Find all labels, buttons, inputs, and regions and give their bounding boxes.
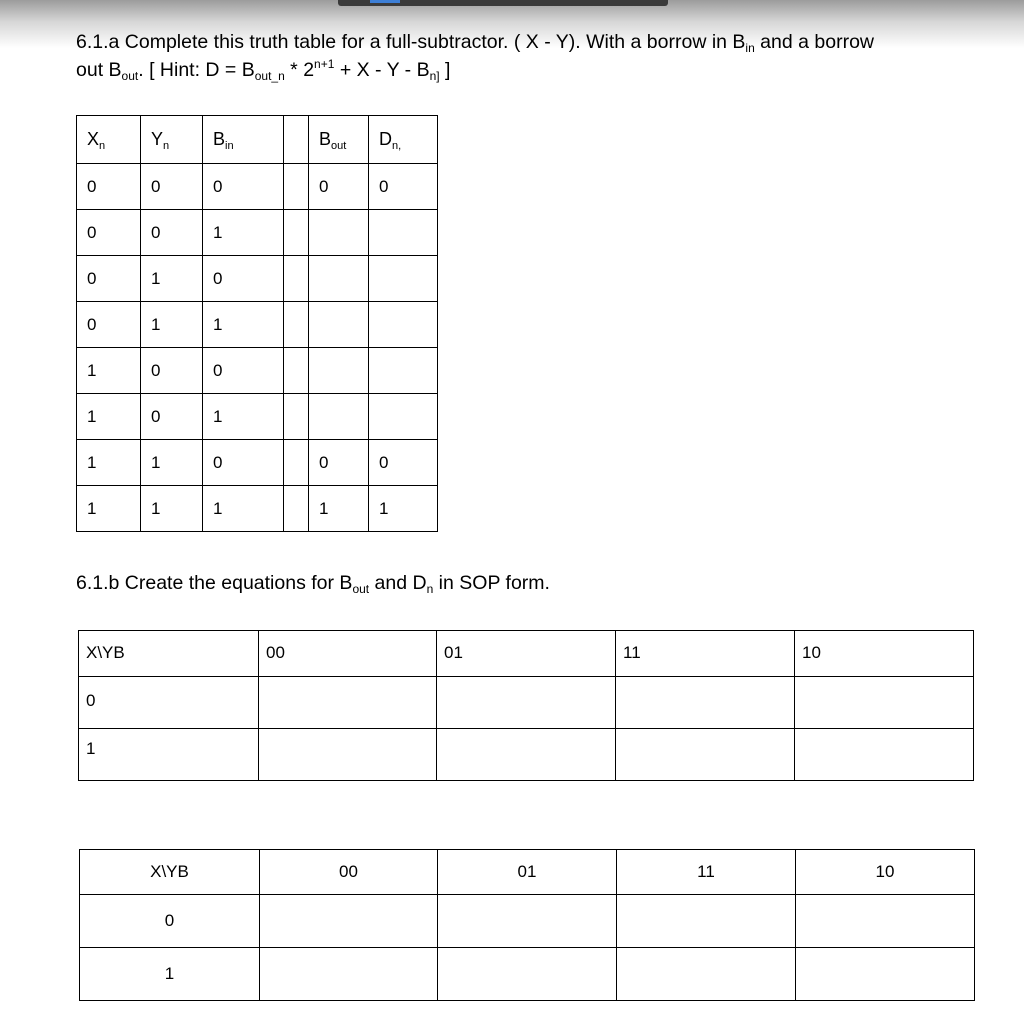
cell-yn: 1 — [141, 486, 203, 532]
table-row — [77, 348, 438, 394]
kmap-cell[interactable] — [438, 895, 617, 948]
kmap-col-00: 00 — [259, 631, 437, 677]
cell-bin: 0 — [203, 348, 284, 394]
kmap-col-01: 01 — [438, 850, 617, 895]
cell-bout[interactable]: 1 — [309, 486, 369, 532]
cell-xn: 0 — [77, 302, 141, 348]
table-row — [77, 256, 438, 302]
question-b: 6.1.b Create the equations for $B_{out}$ and $D_n$ in SOP form. — [76, 572, 550, 596]
kmap-col-11: 11 — [616, 631, 795, 677]
kmap-dn — [79, 849, 975, 1001]
table-row — [77, 486, 438, 532]
kmap-row — [80, 948, 975, 1001]
cell-spacer — [284, 302, 309, 348]
kmap-cell[interactable] — [617, 948, 796, 1001]
kmap-cell[interactable] — [616, 729, 795, 781]
header-xn: $X_n$ — [77, 116, 141, 164]
cell-xn: 0 — [77, 210, 141, 256]
kmap-cell[interactable] — [616, 677, 795, 729]
kmap-cell[interactable] — [795, 677, 974, 729]
header-spacer — [284, 116, 309, 164]
cell-bout[interactable] — [309, 302, 369, 348]
cell-dn[interactable]: 0 — [369, 164, 438, 210]
cell-spacer — [284, 394, 309, 440]
kmap-corner-label: X\YB — [79, 631, 259, 677]
cell-spacer — [284, 348, 309, 394]
table-row — [77, 210, 438, 256]
cell-dn[interactable] — [369, 348, 438, 394]
cell-bout[interactable] — [309, 256, 369, 302]
cell-spacer — [284, 486, 309, 532]
cell-dn[interactable] — [369, 394, 438, 440]
table-row — [77, 164, 438, 210]
cell-xn: 1 — [77, 486, 141, 532]
cell-xn: 1 — [77, 348, 141, 394]
cell-dn[interactable] — [369, 256, 438, 302]
kmap-row — [80, 895, 975, 948]
kmap-cell[interactable] — [795, 729, 974, 781]
kmap-row — [79, 729, 974, 781]
kmap-row-label: 0 — [79, 677, 259, 729]
kmap-header-row — [79, 631, 974, 677]
cell-bin: 0 — [203, 256, 284, 302]
truth-table — [76, 115, 438, 532]
cell-xn: 0 — [77, 164, 141, 210]
cell-spacer — [284, 440, 309, 486]
kmap-cell[interactable] — [259, 729, 437, 781]
header-bin: $B_{in}$ — [203, 116, 284, 164]
cell-xn: 1 — [77, 440, 141, 486]
kmap-cell[interactable] — [796, 895, 975, 948]
cell-dn[interactable] — [369, 210, 438, 256]
cell-bout[interactable]: 0 — [309, 164, 369, 210]
kmap-cell[interactable] — [438, 948, 617, 1001]
cell-dn[interactable]: 1 — [369, 486, 438, 532]
table-row — [77, 440, 438, 486]
cell-xn: 1 — [77, 394, 141, 440]
header-bout: $B_{out}$ — [309, 116, 369, 164]
question-a-line2: out $B_{out}$. [ Hint: $D = B_{out\_n} * 2^{n+1} + X - Y - B_{n]}$ ] — [76, 57, 451, 83]
cell-yn: 1 — [141, 256, 203, 302]
cell-bout[interactable] — [309, 394, 369, 440]
toolbar-accent — [370, 0, 400, 3]
cell-bout[interactable] — [309, 348, 369, 394]
cell-bout[interactable]: 0 — [309, 440, 369, 486]
kmap-col-11: 11 — [617, 850, 796, 895]
cell-bin: 1 — [203, 210, 284, 256]
kmap-col-10: 10 — [795, 631, 974, 677]
cell-bin: 0 — [203, 440, 284, 486]
cell-spacer — [284, 210, 309, 256]
kmap-row-label: 0 — [80, 895, 260, 948]
cell-yn: 0 — [141, 394, 203, 440]
kmap-cell[interactable] — [437, 729, 616, 781]
cell-bin: 0 — [203, 164, 284, 210]
cell-yn: 0 — [141, 164, 203, 210]
question-a-line1: 6.1.a Complete this truth table for a full-subtractor. ( X - Y). With a borrow in $B_{in}$ and a borrow — [76, 31, 875, 55]
cell-bout[interactable] — [309, 210, 369, 256]
truth-table-header-row — [77, 116, 438, 164]
kmap-bout — [78, 630, 974, 781]
cell-dn[interactable]: 0 — [369, 440, 438, 486]
cell-dn[interactable] — [369, 302, 438, 348]
header-yn: $Y_n$ — [141, 116, 203, 164]
kmap-cell[interactable] — [617, 895, 796, 948]
kmap-cell[interactable] — [437, 677, 616, 729]
header-dn: $D_{n,}$ — [369, 116, 438, 164]
cell-spacer — [284, 256, 309, 302]
kmap-cell[interactable] — [259, 677, 437, 729]
cell-xn: 0 — [77, 256, 141, 302]
kmap-col-00: 00 — [260, 850, 438, 895]
kmap-cell[interactable] — [260, 895, 438, 948]
kmap-row-label: 1 — [80, 948, 260, 1001]
cell-yn: 0 — [141, 348, 203, 394]
cell-yn: 1 — [141, 440, 203, 486]
cell-spacer — [284, 164, 309, 210]
kmap-cell[interactable] — [260, 948, 438, 1001]
kmap-header-row — [80, 850, 975, 895]
cell-yn: 0 — [141, 210, 203, 256]
kmap-row — [79, 677, 974, 729]
table-row — [77, 394, 438, 440]
kmap-col-01: 01 — [437, 631, 616, 677]
kmap-row-label: 1 — [79, 729, 259, 781]
table-row — [77, 302, 438, 348]
kmap-corner-label: X\YB — [80, 850, 260, 895]
kmap-col-10: 10 — [796, 850, 975, 895]
cell-bin: 1 — [203, 486, 284, 532]
cell-bin: 1 — [203, 302, 284, 348]
cell-bin: 1 — [203, 394, 284, 440]
kmap-cell[interactable] — [796, 948, 975, 1001]
cell-yn: 1 — [141, 302, 203, 348]
